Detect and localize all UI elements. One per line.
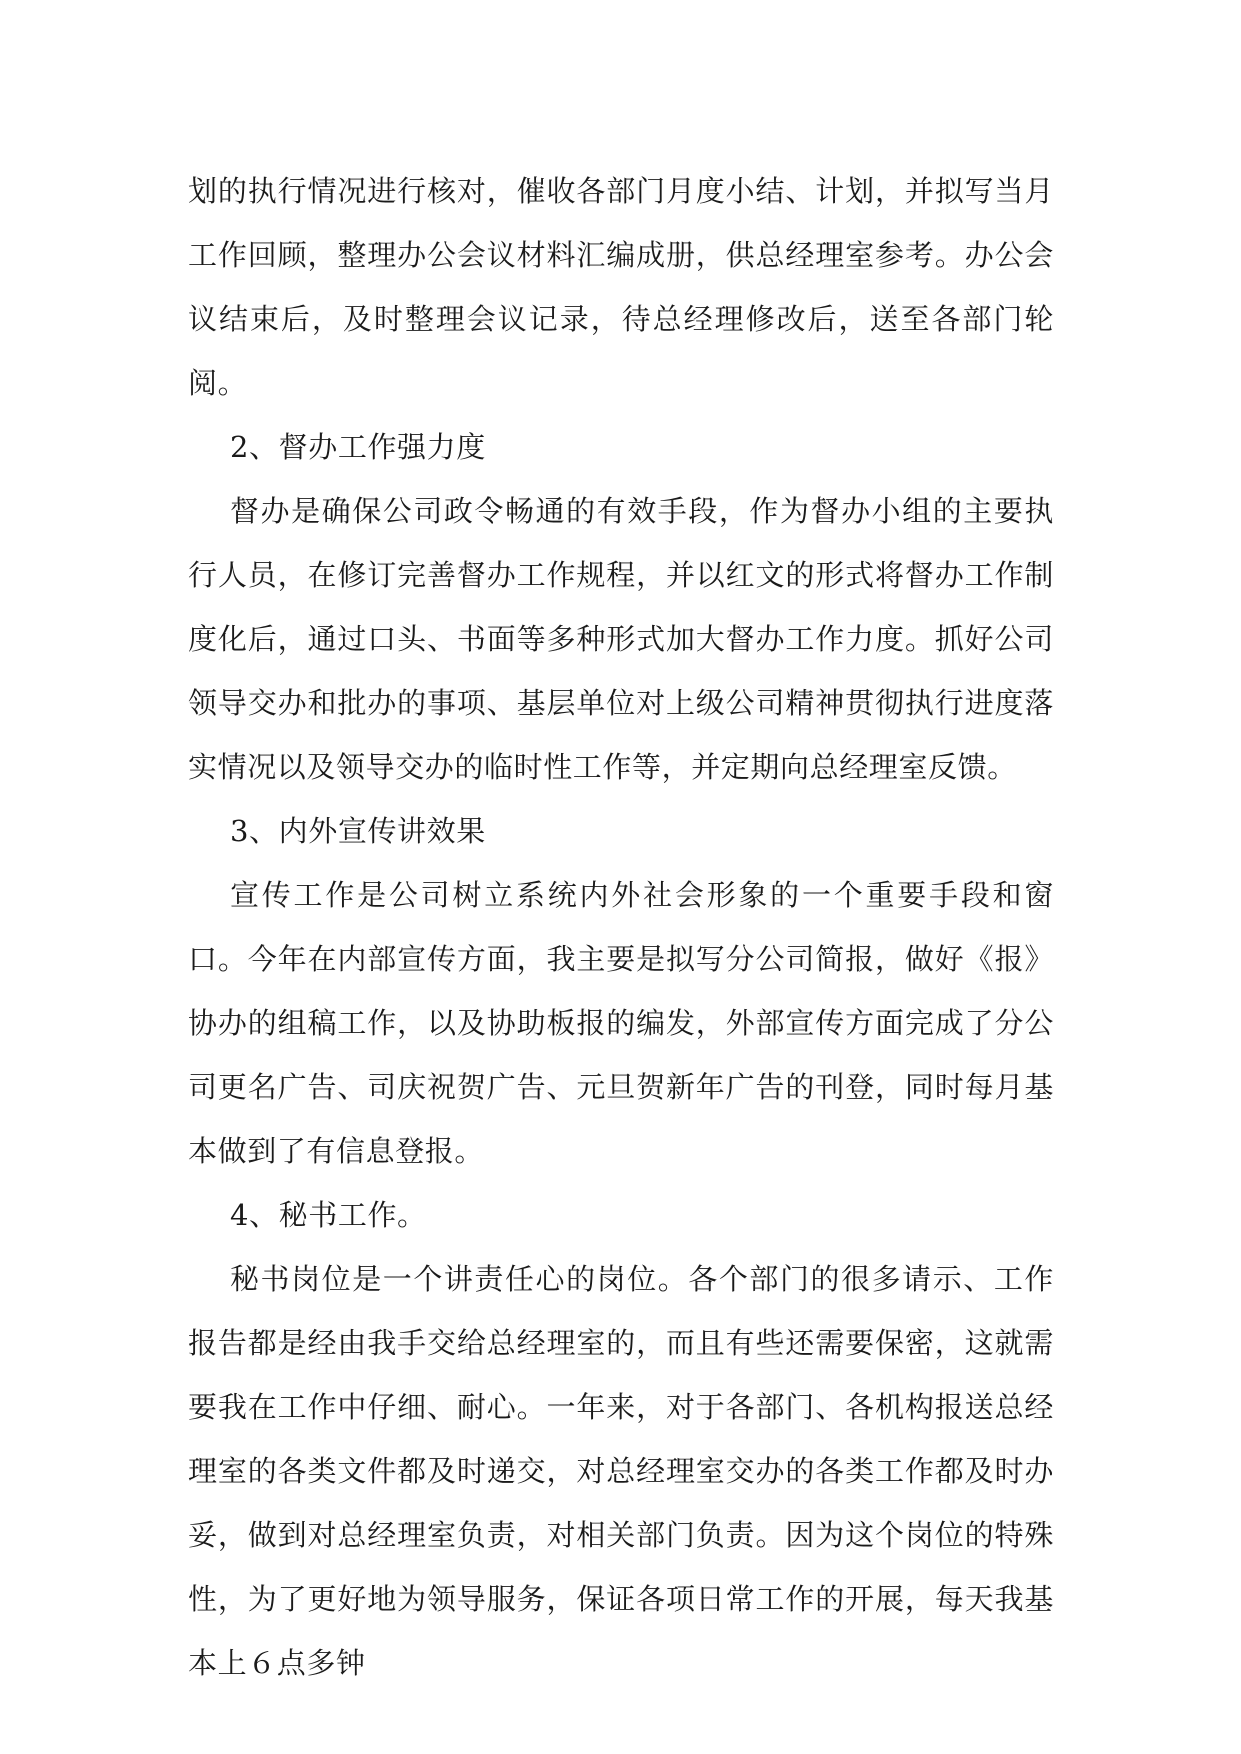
paragraph-supervision: 督办是确保公司政令畅通的有效手段，作为督办小组的主要执行人员，在修订完善督办工作规程，并以红文的形式将督办工作制度化后，通过口头、书面等多种形式加大督办工作力度。抓好公司领导交办和批办的事项、基层单位对上级公司精神贯彻执行进度落实情况以及领导交办的临时性工作等，并定期向总经理室反馈。 xyxy=(188,494,1054,784)
paragraph-secretary: 秘书岗位是一个讲责任心的岗位。各个部门的很多请示、工作报告都是经由我手交给总经理室的，而且有些还需要保密，这就需要我在工作中仔细、耐心。一年来，对于各部门、各机构报送总经理室的各类文件都及时递交，对总经理室交办的各类工作都及时办妥，做到对总经理室负责，对相关部门负责。因为这个岗位的特殊性，为了更好地为领导服务，保证各项日常工作的开展，每天我基本上６点多钟 xyxy=(188,1262,1054,1680)
heading-secretary: 4、秘书工作。 xyxy=(230,1198,427,1232)
heading-publicity: 3、内外宣传讲效果 xyxy=(230,814,486,848)
document-body xyxy=(188,159,1054,1695)
paragraph-meeting-records: 划的执行情况进行核对，催收各部门月度小结、计划，并拟写当月工作回顾，整理办公会议材料汇编成册，供总经理室参考。办公会议结束后，及时整理会议记录，待总经理修改后，送至各部门轮阅。 xyxy=(188,174,1054,400)
paragraph-publicity: 宣传工作是公司树立系统内外社会形象的一个重要手段和窗口。今年在内部宣传方面，我主要是拟写分公司简报，做好《报》协办的组稿工作，以及协助板报的编发，外部宣传方面完成了分公司更名广告、司庆祝贺广告、元旦贺新年广告的刊登，同时每月基本做到了有信息登报。 xyxy=(188,878,1054,1168)
heading-supervision: 2、督办工作强力度 xyxy=(230,430,486,464)
